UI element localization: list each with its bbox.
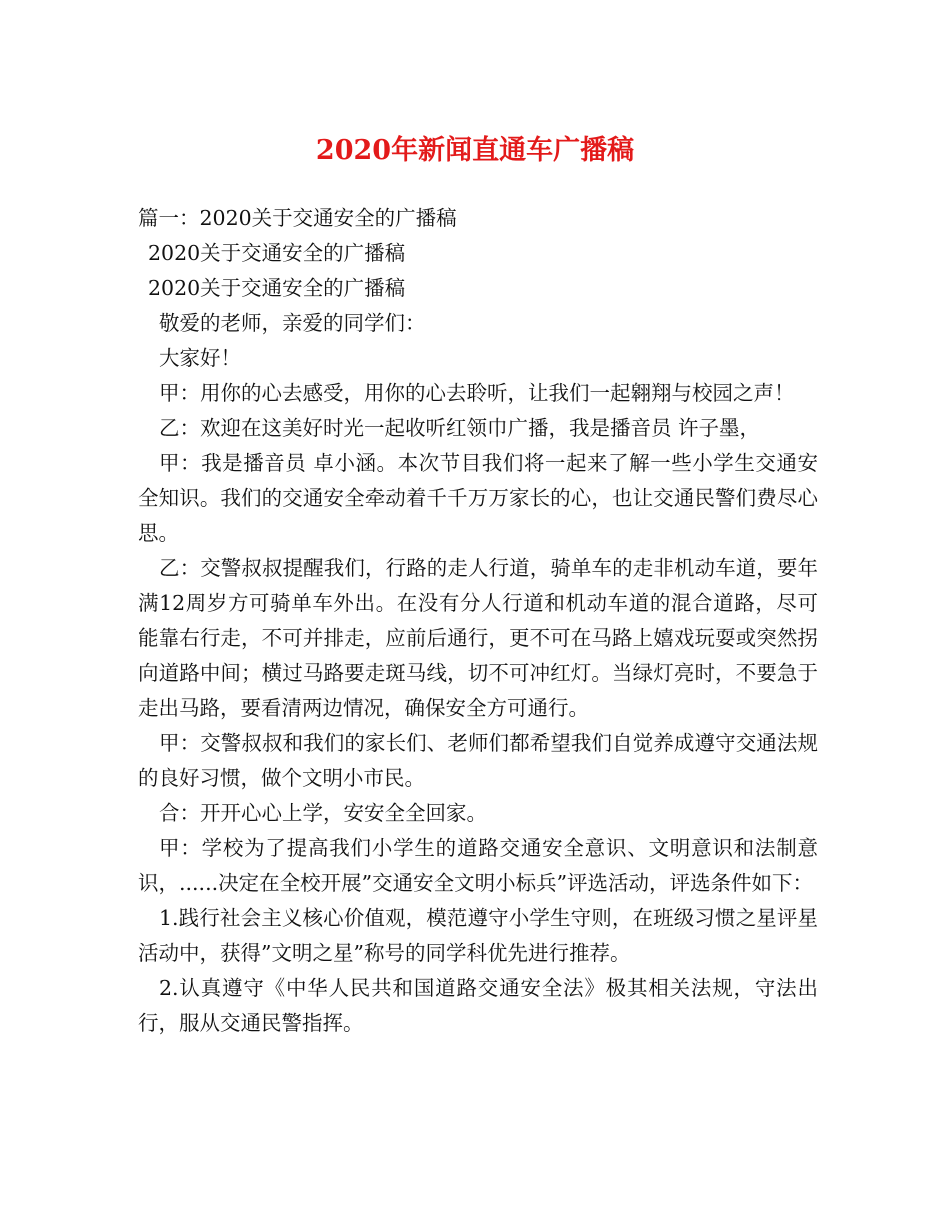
paragraph-jia-habits: 甲：交警叔叔和我们的家长们、老师们都希望我们自觉养成遵守交通法规的良好习惯，做个文明小市民。 (138, 731, 818, 790)
paragraph-together: 合：开开心心上学，安安全全回家。 (159, 801, 487, 825)
dialogue-line-jia-1: 甲：用你的心去感受，用你的心去聆听，让我们一起翱翔与校园之声！ (159, 381, 795, 405)
paragraph-condition-1: 1.践行社会主义核心价值观，模范遵守小学生守则，在班级习惯之星评星活动中，获得”文明之星”称号的同学科优先进行推荐。 (138, 906, 818, 965)
paragraph-yi-rules: 乙：交警叔叔提醒我们，行路的走人行道，骑单车的走非机动车道，要年满12周岁方可骑单车外出。在没有分人行道和机动车道的混合道路，尽可能靠右行走，不可并排走，应前后通行，更不可在马路上嬉戏玩耍或突然拐向道路中间；横过马路要走斑马线，切不可冲红灯。当绿灯亮时，不要急于走出马路，要看清两边情况，确保安全方可通行。 (138, 556, 818, 720)
heading-line-3: 2020关于交通安全的广播稿 (148, 276, 406, 300)
document-body (138, 201, 818, 1041)
paragraph-jia-intro: 甲：我是播音员 卓小涵。本次节目我们将一起来了解一些小学生交通安全知识。我们的交通安全牵动着千千万万家长的心，也让交通民警们费尽心思。 (138, 451, 818, 545)
greeting-line: 敬爱的老师，亲爱的同学们： (159, 311, 426, 335)
heading-line-1: 篇一：2020关于交通安全的广播稿 (138, 206, 457, 230)
hello-line: 大家好！ (159, 346, 241, 370)
heading-line-2: 2020关于交通安全的广播稿 (148, 241, 406, 265)
paragraph-jia-activity: 甲：学校为了提高我们小学生的道路交通安全意识、文明意识和法制意识，......决定在全校开展”交通安全文明小标兵”评选活动，评选条件如下： (138, 836, 818, 895)
paragraph-condition-2: 2.认真遵守《中华人民共和国道路交通安全法》极其相关法规，守法出行，服从交通民警指挥。 (138, 976, 818, 1035)
dialogue-line-yi-1: 乙：欢迎在这美好时光一起收听红领巾广播，我是播音员 许子墨， (159, 416, 761, 440)
document-title: 2020年新闻直通车广播稿 (315, 135, 635, 166)
